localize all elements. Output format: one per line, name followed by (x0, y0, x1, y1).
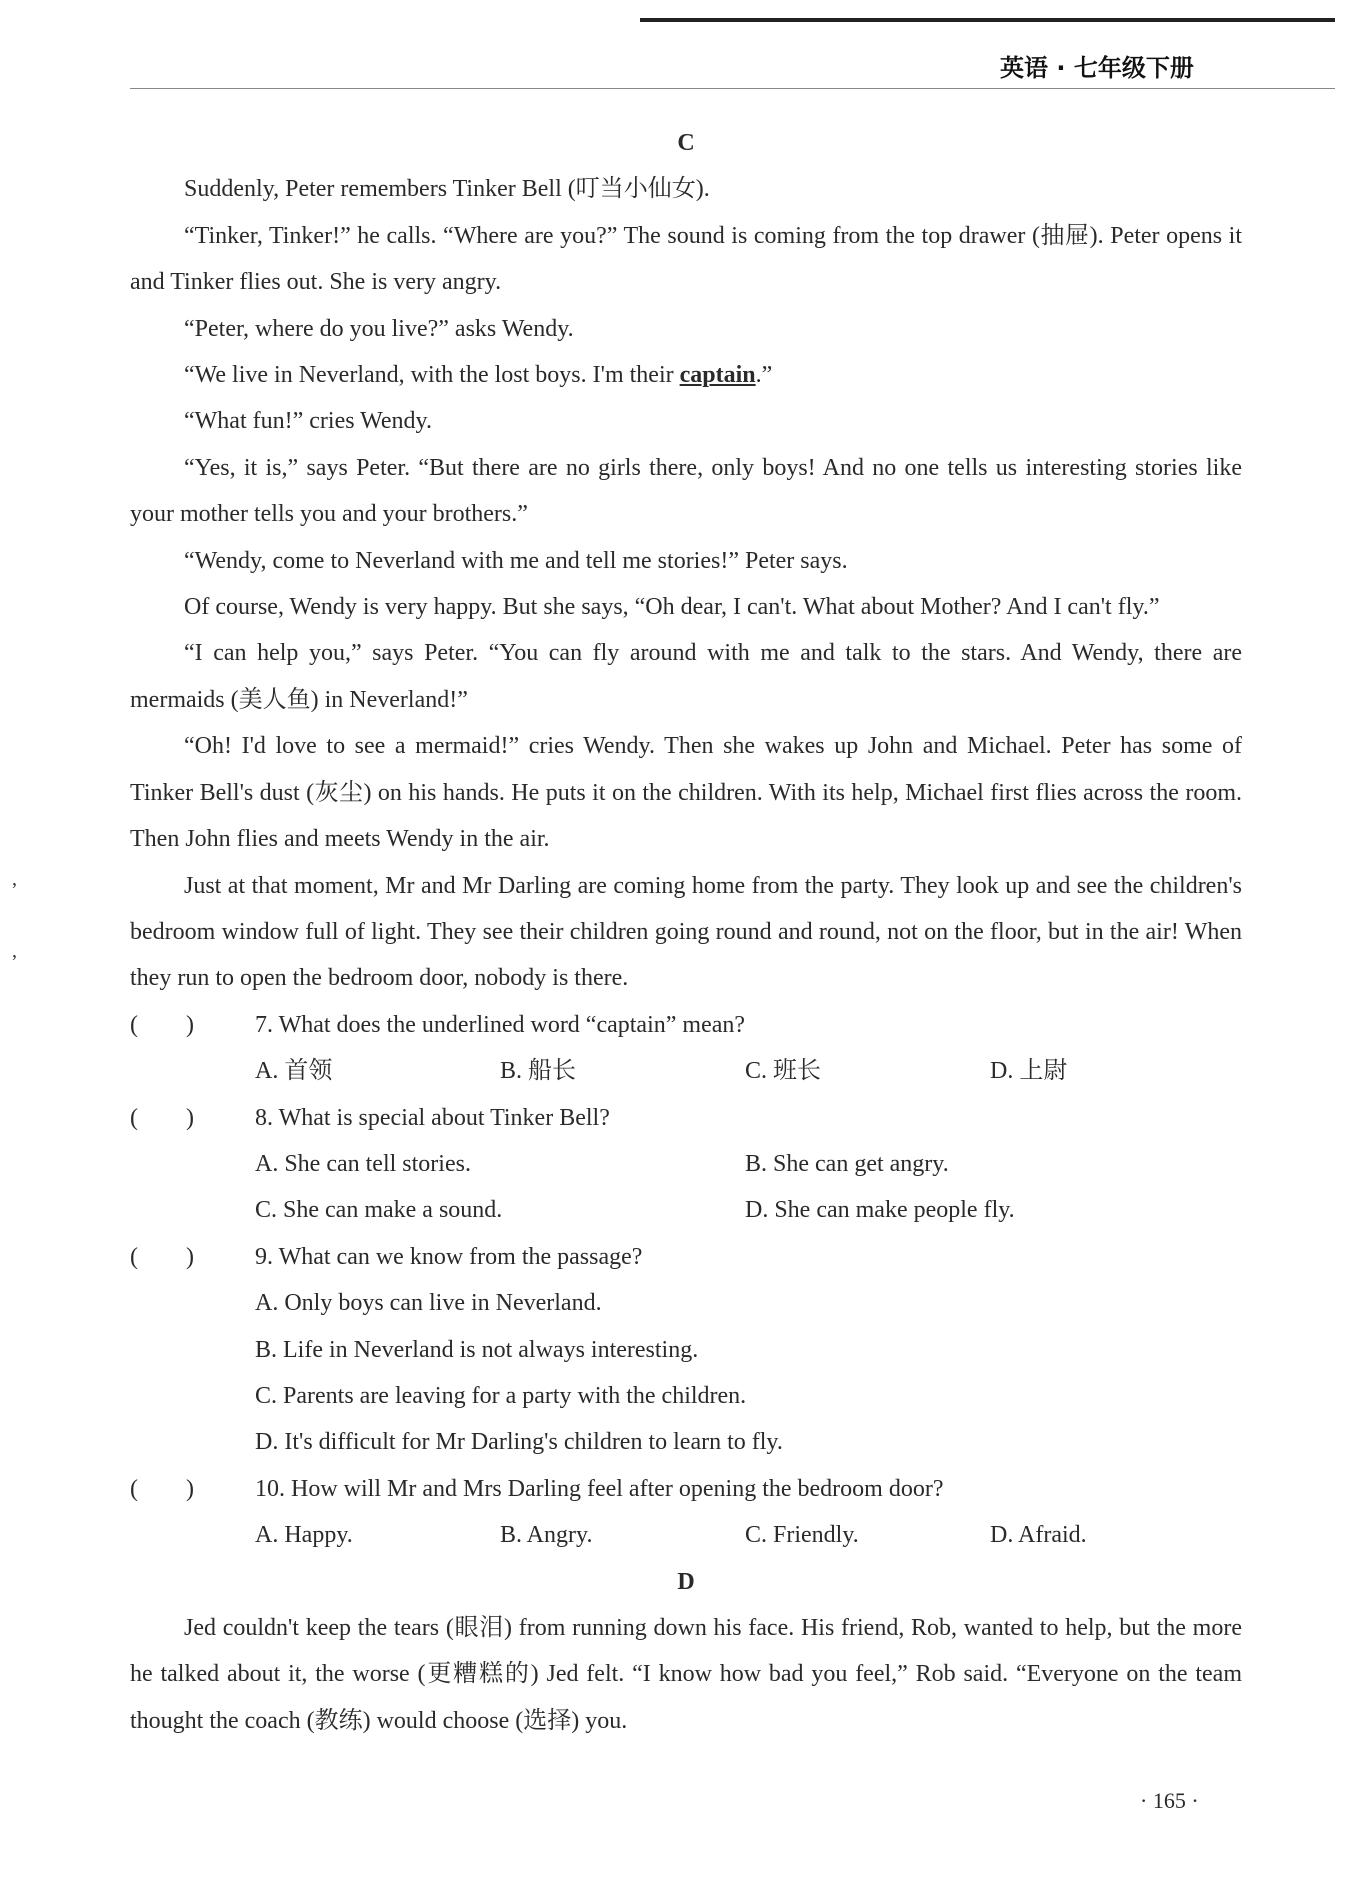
paragraph: “We live in Neverland, with the lost boys. I'm their captain.” (184, 362, 773, 389)
option: C. Parents are leaving for a party with the children. (255, 1382, 747, 1409)
paragraph: “I can help you,” says Peter. “You can fly around with me and talk to the stars. And Wendy, there are mermaids (美人鱼) in Neverland!” (130, 640, 1242, 713)
paragraph: Suddenly, Peter remembers Tinker Bell (叮当小仙女). (184, 176, 710, 203)
section-title-c: C (677, 130, 695, 156)
question-text: 7. What does the underlined word “captain” mean? (255, 1011, 746, 1038)
option: B. Angry. (500, 1522, 593, 1549)
header-title: 英语 · 七年级下册 (1000, 54, 1194, 82)
question-text: 9. What can we know from the passage? (255, 1243, 643, 1270)
page-number: · 165 · (1140, 1788, 1199, 1813)
underlined-word: captain (679, 362, 756, 389)
paragraph: “Tinker, Tinker!” he calls. “Where are you?” The sound is coming from the top drawer (抽屉). Peter opens it and Tinker flies out. She is very angry. (130, 222, 1242, 296)
question-10-options (255, 1512, 1242, 1558)
answer-blank[interactable]: ( ) (130, 1243, 200, 1270)
question-7 (130, 1002, 1242, 1048)
question-text: 10. How will Mr and Mrs Darling feel after opening the bedroom door? (255, 1475, 944, 1502)
option: A. Only boys can live in Neverland. (255, 1290, 602, 1317)
answer-blank[interactable]: ( ) (130, 1011, 200, 1038)
paragraph: “Yes, it is,” says Peter. “But there are no girls there, only boys! And no one tells us interesting stories like your mother tells you and your brothers.” (130, 454, 1242, 528)
margin-mark: , (12, 868, 17, 890)
option: A. Happy. (255, 1522, 353, 1549)
paragraph: Of course, Wendy is very happy. But she says, “Oh dear, I can't. What about Mother? And I can't fly.” (184, 594, 1160, 621)
header-rule-thick (640, 18, 1335, 22)
paragraph: Jed couldn't keep the tears (眼泪) from running down his face. His friend, Rob, wanted to help, but the more he talked about it, the worse (更糟糕的) Jed felt. “I know how bad you feel,” Rob said. “Everyone on the team thought the coach (教练) would choose (选择) you. (130, 1615, 1242, 1734)
answer-blank[interactable]: ( ) (130, 1475, 194, 1502)
question-9-options (255, 1280, 1242, 1466)
header-rule-thin (130, 88, 1335, 89)
paragraph: “Peter, where do you live?” asks Wendy. (184, 315, 574, 342)
section-title-d: D (677, 1568, 695, 1595)
option: D. She can make people fly. (745, 1197, 1015, 1224)
question-9 (130, 1234, 1242, 1280)
paragraph: “Wendy, come to Neverland with me and tell me stories!” Peter says. (184, 547, 848, 574)
option: D. 上尉 (990, 1058, 1068, 1085)
question-10 (130, 1466, 1242, 1512)
paragraph: “Oh! I'd love to see a mermaid!” cries Wendy. Then she wakes up John and Michael. Peter has some of Tinker Bell's dust (灰尘) on his hands. He puts it on the children. With its help, Michael first flies across the room. Then John flies and meets Wendy in the air. (130, 733, 1242, 853)
answer-blank[interactable]: ( ) (130, 1104, 200, 1131)
option: C. Friendly. (745, 1522, 859, 1549)
option: B. 船长 (500, 1058, 577, 1085)
option: C. 班长 (745, 1058, 822, 1085)
option: B. Life in Neverland is not always interesting. (255, 1336, 699, 1363)
option: A. 首领 (255, 1058, 333, 1085)
option: D. Afraid. (990, 1522, 1087, 1549)
question-8 (130, 1095, 1242, 1141)
option: A. She can tell stories. (255, 1150, 471, 1177)
question-8-options (255, 1141, 1242, 1234)
question-text: 8. What is special about Tinker Bell? (255, 1104, 610, 1131)
margin-mark: , (12, 940, 17, 962)
option: C. She can make a sound. (255, 1197, 503, 1224)
page-content (130, 120, 1242, 1744)
paragraph: Just at that moment, Mr and Mr Darling are coming home from the party. They look up and see the children's bedroom window full of light. They see their children going round and round, not on the floor, but in the air! When they run to open the bedroom door, nobody is there. (130, 872, 1242, 992)
option: B. She can get angry. (745, 1150, 949, 1177)
question-7-options (255, 1048, 1242, 1094)
paragraph: “What fun!” cries Wendy. (184, 408, 432, 435)
option: D. It's difficult for Mr Darling's children to learn to fly. (255, 1429, 783, 1456)
